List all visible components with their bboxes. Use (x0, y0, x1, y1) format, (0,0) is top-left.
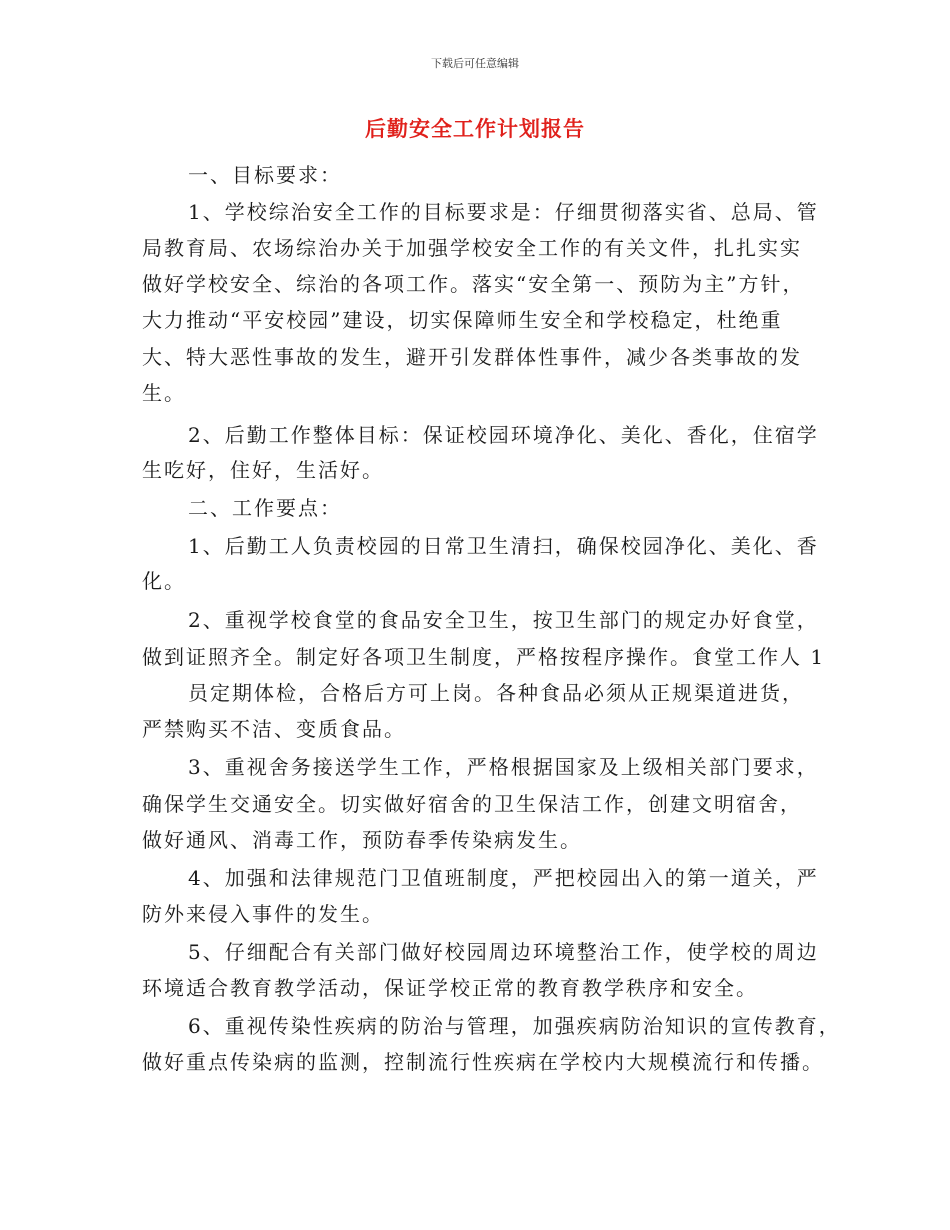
paragraph-line: 生。 (142, 381, 186, 405)
paragraph-line: 大、特大恶性事故的发生，避开引发群体性事件，减少各类事故的发 (142, 345, 802, 369)
paragraph-line: 做到证照齐全。制定好各项卫生制度，严格按程序操作。食堂工作人 1 (142, 645, 826, 669)
paragraph-line: 化。 (142, 569, 186, 593)
page-title: 后勤安全工作计划报告 (365, 117, 585, 141)
paragraph-line: 大力推动“平安校园”建设，切实保障师生安全和学校稳定，杜绝重 (142, 308, 783, 332)
paragraph-line: 二、工作要点： (188, 496, 342, 520)
paragraph-line: 5、仔细配合有关部门做好校园周边环境整治工作，使学校的周边 (188, 940, 819, 964)
paragraph-line: 2、重视学校食堂的食品安全卫生，按卫生部门的规定办好食堂， (188, 608, 819, 632)
paragraph-line: 环境适合教育教学活动，保证学校正常的教育教学秩序和安全。 (142, 976, 758, 1000)
paragraph-line: 1、后勤工人负责校园的日常卫生清扫，确保校园净化、美化、香 (188, 534, 819, 558)
paragraph-line: 做好通风、消毒工作，预防春季传染病发生。 (142, 828, 582, 852)
paragraph-line: 局教育局、农场综治办关于加强学校安全工作的有关文件，扎扎实实 (142, 236, 802, 260)
paragraph-line: 一、目标要求： (188, 163, 342, 187)
paragraph-line: 做好重点传染病的监测，控制流行性疾病在学校内大规模流行和传播。 (142, 1050, 824, 1074)
paragraph-line: 6、重视传染性疾病的防治与管理，加强疾病防治知识的宣传教育， (188, 1014, 841, 1038)
paragraph-line: 严禁购买不洁、变质食品。 (142, 717, 406, 741)
paragraph-line: 4、加强和法律规范门卫值班制度，严把校园出入的第一道关，严 (188, 866, 819, 890)
paragraph-line: 做好学校安全、综治的各项工作。落实“安全第一、预防为主”方针， (142, 272, 805, 296)
paragraph-line: 2、后勤工作整体目标：保证校园环境净化、美化、香化，住宿学 (188, 423, 819, 447)
paragraph-line: 3、重视舍务接送学生工作，严格根据国家及上级相关部门要求， (188, 755, 819, 779)
paragraph-line: 防外来侵入事件的发生。 (142, 902, 384, 926)
paragraph-line: 生吃好，住好，生活好。 (142, 458, 384, 482)
paragraph-line: 员定期体检，合格后方可上岗。各种食品必须从正规渠道进货， (188, 681, 804, 705)
paragraph-line: 确保学生交通安全。切实做好宿舍的卫生保洁工作，创建文明宿舍， (142, 792, 802, 816)
paragraph-line: 1、学校综治安全工作的目标要求是：仔细贯彻落实省、总局、管 (188, 200, 819, 224)
header-note: 下载后可任意编辑 (431, 57, 519, 70)
